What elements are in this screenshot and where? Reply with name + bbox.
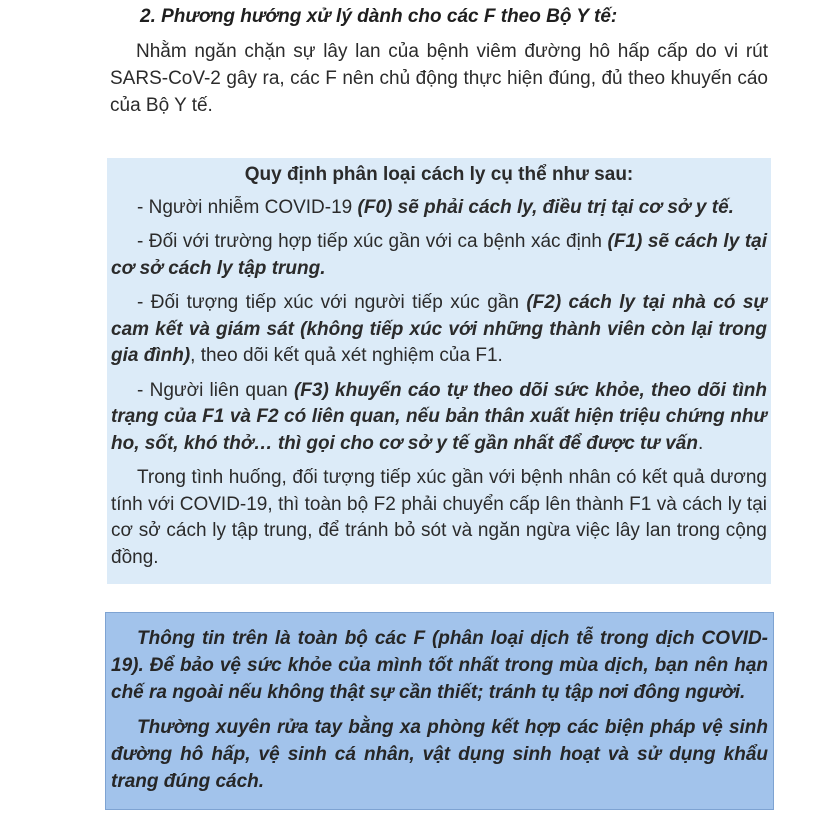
- regulation-item-emphasis: (F3) khuyến cáo tự theo dõi sức khỏe, theo dõi tình trạng của F1 và F2 có liên quan, nếu bản thân xuất hiện triệu chứng như ho, sốt, khó thở… thì gọi cho cơ sở y tế gần nhất để được tư vấn: [111, 379, 767, 454]
- regulation-item-suffix: , theo dõi kết quả xét nghiệm của F1.: [190, 345, 503, 366]
- intro-paragraph: Nhằm ngăn chặn sự lây lan của bệnh viêm đường hô hấp cấp do vi rút SARS-CoV-2 gây ra, các F nên chủ động thực hiện đúng, đủ theo khuyến cáo của Bộ Y tế.: [110, 41, 768, 116]
- regulation-item-emphasis: (F2) cách ly tại nhà có sự cam kết và giám sát (không tiếp xúc với những thành viên còn lại trong gia đình): [111, 292, 767, 366]
- advice-paragraph: Thường xuyên rửa tay bằng xa phòng kết hợp các biện pháp vệ sinh đường hô hấp, vệ sinh cá nhân, vật dụng sinh hoạt và sử dụng khẩu trang đúng cách.: [111, 717, 768, 792]
- regulation-item-suffix: .: [697, 432, 704, 454]
- regulation-item-f0: [111, 195, 767, 222]
- advice-paragraph: Thông tin trên là toàn bộ các F (phân loại dịch tễ trong dịch COVID-19). Để bảo vệ sức khỏe của mình tốt nhất trong mùa dịch, bạn nên hạn chế ra ngoài nếu không thật sự cần thiết; tránh tụ tập nơi đông người.: [111, 628, 768, 703]
- regulation-item-emphasis: (F1) sẽ cách ly tại cơ sở cách ly tập trung.: [111, 231, 767, 279]
- regulation-item-prefix: - Người liên quan: [137, 379, 294, 401]
- regulation-box: [107, 158, 771, 584]
- regulation-item-f3: [111, 378, 767, 458]
- regulation-box-title: Quy định phân loại cách ly cụ thể như sau:: [244, 164, 634, 185]
- regulation-item-prefix: - Đối với trường hợp tiếp xúc gần với ca bệnh xác định: [137, 231, 608, 252]
- regulation-item-prefix: - Người nhiễm COVID-19: [137, 196, 358, 218]
- regulation-closing-paragraph: Trong tình huống, đối tượng tiếp xúc gần với bệnh nhân có kết quả dương tính với COVID-19, thì toàn bộ F2 phải chuyển cấp lên thành F1 và cách ly tại cơ sở cách ly tập trung, để tránh bỏ sót và ngăn ngừa việc lây lan trong cộng đồng.: [111, 467, 767, 568]
- regulation-item-f1: [111, 229, 767, 282]
- regulation-item-prefix: - Đối tượng tiếp xúc với người tiếp xúc gần: [137, 292, 527, 313]
- advice-box: [105, 612, 774, 810]
- regulation-item-emphasis: (F0) sẽ phải cách ly, điều trị tại cơ sở y tế.: [357, 196, 734, 218]
- section-heading: 2. Phương hướng xử lý dành cho các F theo Bộ Y tế:: [140, 6, 618, 27]
- regulation-item-f2: [111, 290, 767, 370]
